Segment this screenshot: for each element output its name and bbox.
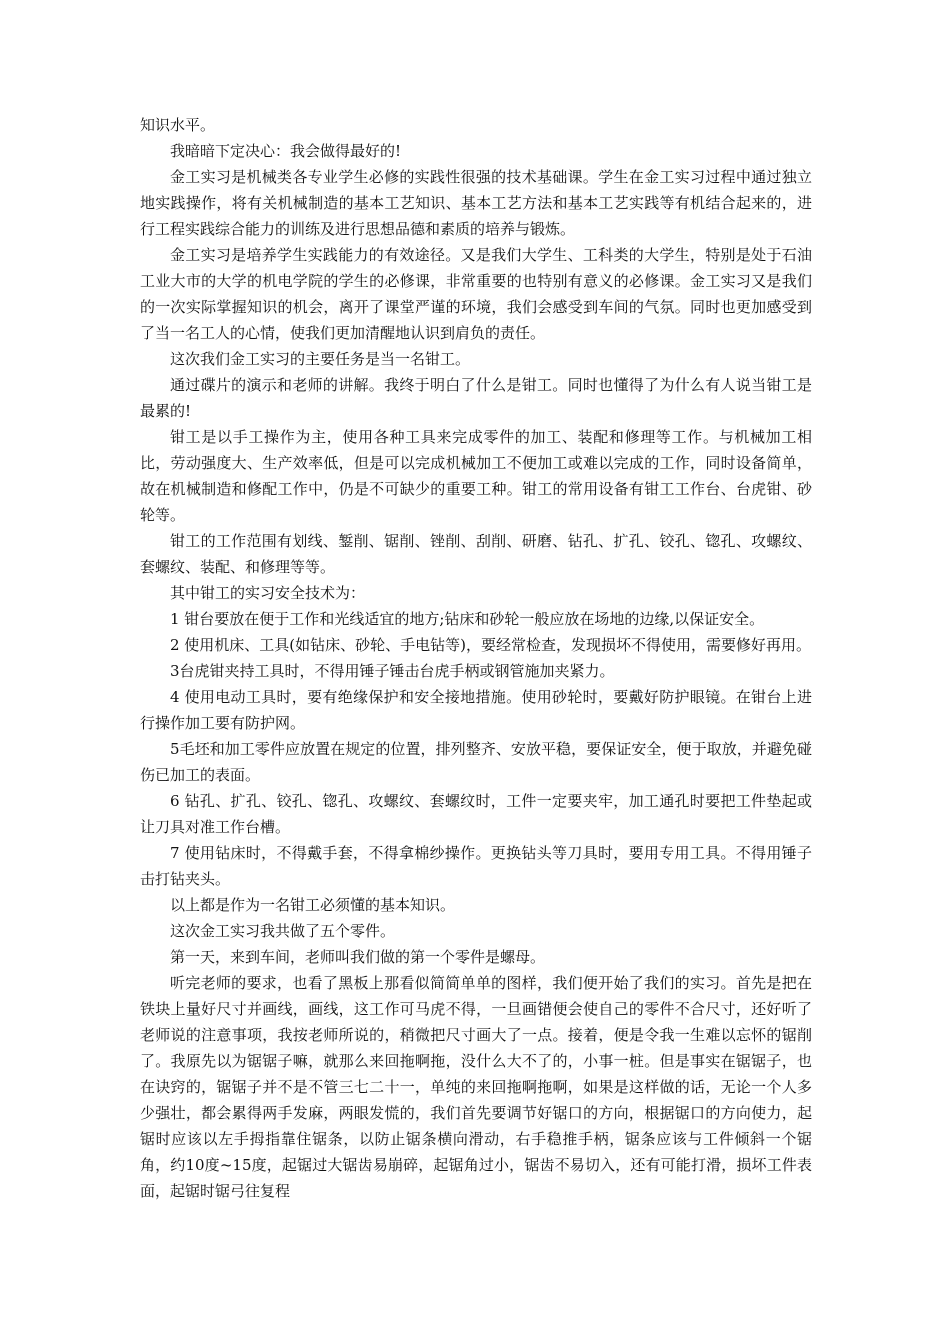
paragraph: 以上都是作为一名钳工必须懂的基本知识。	[170, 896, 456, 914]
paragraph: 4 使用电动工具时，要有绝缘保护和安全接地措施。使用砂轮时，要戴好防护眼镜。在钳台上进行操作加工要有防护网。	[140, 688, 812, 732]
paragraph: 金工实习是培养学生实践能力的有效途径。又是我们大学生、工科类的大学生，特别是处于石油工业大市的大学的机电学院的学生的必修课，非常重要的也特别有意义的必修课。金工实习又是我们的一次实际掌握知识的机会，离开了课堂严谨的环境，我们会感受到车间的气氛。同时也更加感受到了当一名工人的心情，使我们更加清醒地认识到肩负的责任。	[140, 246, 812, 342]
paragraph: 钳工的工作范围有划线、錾削、锯削、锉削、刮削、研磨、钻孔、扩孔、铰孔、锪孔、攻螺纹、套螺纹、装配、和修理等等。	[140, 532, 812, 576]
paragraph: 1 钳台要放在便于工作和光线适宜的地方;钻床和砂轮一般应放在场地的边缘,以保证安全。	[170, 610, 765, 628]
paragraph: 5毛坯和加工零件应放置在规定的位置，排列整齐、安放平稳，要保证安全，便于取放，并避免碰伤已加工的表面。	[140, 740, 812, 784]
paragraph: 2 使用机床、工具(如钻床、砂轮、手电钻等)，要经常检查，发现损坏不得使用，需要修好再用。	[170, 636, 812, 654]
paragraph: 3台虎钳夹持工具时，不得用锤子锤击台虎手柄或钢管施加夹紧力。	[170, 662, 615, 680]
document-page	[140, 112, 812, 1204]
paragraph: 这次我们金工实习的主要任务是当一名钳工。	[170, 350, 471, 368]
paragraph: 6 钻孔、扩孔、铰孔、锪孔、攻螺纹、套螺纹时，工件一定要夹牢，加工通孔时要把工件垫起或让刀具对准工作台槽。	[140, 792, 812, 836]
paragraph: 金工实习是机械类各专业学生必修的实践性很强的技术基础课。学生在金工实习过程中通过独立地实践操作，将有关机械制造的基本工艺知识、基本工艺方法和基本工艺实践等有机结合起来的，进行工程实践综合能力的训练及进行思想品德和素质的培养与锻炼。	[140, 168, 812, 238]
paragraph: 这次金工实习我共做了五个零件。	[170, 922, 396, 940]
paragraph: 其中钳工的实习安全技术为：	[170, 584, 366, 602]
paragraph: 我暗暗下定决心：我会做得最好的!	[170, 142, 402, 160]
paragraph: 钳工是以手工操作为主，使用各种工具来完成零件的加工、装配和修理等工作。与机械加工相比，劳动强度大、生产效率低，但是可以完成机械加工不便加工或难以完成的工作，同时设备简单，故在机械制造和修配工作中，仍是不可缺少的重要工种。钳工的常用设备有钳工工作台、台虎钳、砂轮等。	[140, 428, 812, 524]
paragraph: 听完老师的要求，也看了黑板上那看似简简单单的图样，我们便开始了我们的实习。首先是把在铁块上量好尺寸并画线，画线，这工作可马虎不得，一旦画错便会使自己的零件不合尺寸，还好听了老师说的注意事项，我按老师所说的，稍微把尺寸画大了一点。接着，便是令我一生难以忘怀的锯削了。我原先以为锯锯子嘛，就那么来回拖啊拖，没什么大不了的，小事一桩。但是事实在锯锯子，也在诀窍的，锯锯子并不是不管三七二十一，单纯的来回拖啊拖啊，如果是这样做的话，无论一个人多少强壮，都会累得两手发麻，两眼发慌的，我们首先要调节好锯口的方向，根据锯口的方向使力，起锯时应该以左手拇指靠住锯条，以防止锯条横向滑动，右手稳推手柄，锯条应该与工件倾斜一个锯角，约10度~15度，起锯过大锯齿易崩碎，起锯角过小，锯齿不易切入，还有可能打滑，损坏工件表面，起锯时锯弓往复程	[140, 974, 812, 1200]
paragraph: 7 使用钻床时，不得戴手套，不得拿棉纱操作。更换钻头等刀具时，要用专用工具。不得用锤子击打钻夹头。	[140, 844, 812, 888]
paragraph: 通过碟片的演示和老师的讲解。我终于明白了什么是钳工。同时也懂得了为什么有人说当钳工是最累的!	[140, 376, 812, 420]
paragraph: 第一天，来到车间，老师叫我们做的第一个零件是螺母。	[170, 948, 546, 966]
paragraph: 知识水平。	[140, 116, 216, 134]
